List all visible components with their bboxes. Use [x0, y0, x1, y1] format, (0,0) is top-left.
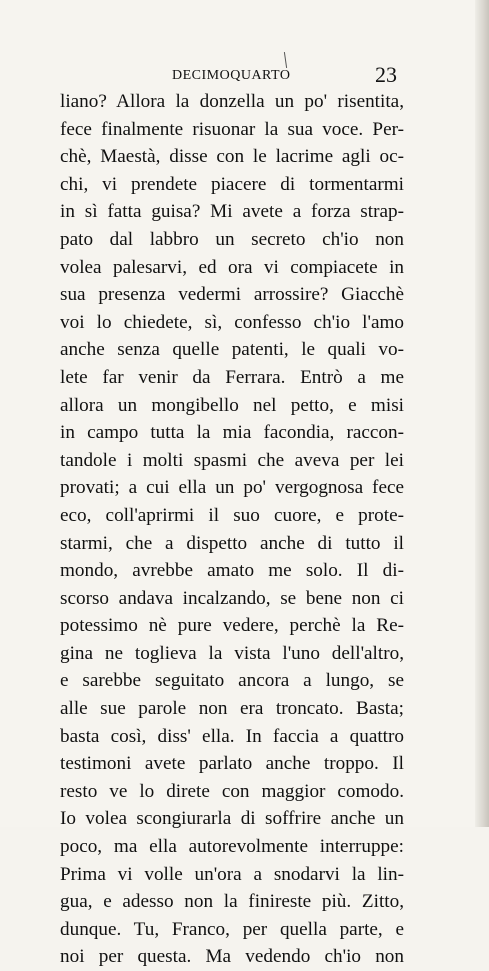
text-line: chè, Maestà, disse con le lacrime agli oc-: [60, 146, 404, 168]
body-text: [60, 88, 404, 971]
page-number: 23: [375, 62, 397, 87]
text-line: resto ve lo direte con maggior comodo.: [60, 780, 404, 802]
text-line: dunque. Tu, Franco, per quella parte, e: [60, 918, 404, 940]
text-line: noi per questa. Ma vedendo ch'io non: [60, 946, 404, 968]
text-line: tandole i molti spasmi che aveva per lei: [60, 449, 404, 471]
text-line: sua presenza vedermi arrossire? Giacchè: [60, 284, 404, 306]
text-line: scorso andava incalzando, se bene non ci: [60, 587, 404, 609]
text-line: pato dal labbro un secreto ch'io non: [60, 228, 404, 250]
text-line: anche senza quelle patenti, le quali vo-: [60, 339, 404, 361]
text-line: provati; a cui ella un po' vergognosa fece: [60, 477, 404, 499]
page-edge: [475, 0, 489, 827]
text-line: in campo tutta la mia facondia, raccon-: [60, 422, 404, 444]
running-head: DECIMOQUARTO: [172, 68, 291, 83]
text-line: alle sue parole non era troncato. Basta;: [60, 698, 404, 720]
page-header: [0, 62, 489, 88]
text-line: basta così, diss' ella. In faccia a quattro: [60, 725, 404, 747]
text-line: eco, coll'aprirmi il suo cuore, e prote-: [60, 504, 404, 526]
text-line: fece finalmente risuonar la sua voce. Per-: [60, 118, 404, 140]
text-line: liano? Allora la donzella un po' risentita,: [60, 91, 404, 112]
text-line: chi, vi prendete piacere di tormentarmi: [60, 173, 404, 195]
text-line: gua, e adesso non la finireste più. Zitto,: [60, 891, 404, 913]
text-line: testimoni avete parlato anche troppo. Il: [60, 753, 404, 775]
text-line: allora un mongibello nel petto, e misi: [60, 394, 404, 416]
text-line: volea palesarvi, ed ora vi compiacete in: [60, 256, 404, 278]
text-line: starmi, che a dispetto anche di tutto il: [60, 532, 404, 554]
text-line: lete far venir da Ferrara. Entrò a me: [60, 366, 404, 388]
text-line: poco, ma ella autorevolmente interruppe:: [60, 836, 404, 858]
text-line: mondo, avrebbe amato me solo. Il di-: [60, 560, 404, 582]
text-line: Prima vi volle un'ora a snodarvi la lin-: [60, 863, 404, 885]
text-line: e sarebbe seguitato ancora a lungo, se: [60, 670, 404, 692]
text-line: voi lo chiedete, sì, confesso ch'io l'amo: [60, 311, 404, 333]
text-line: Io volea scongiurarla di soffrire anche un: [60, 808, 404, 830]
text-line: potessimo nè pure vedere, perchè la Re-: [60, 615, 404, 637]
text-line: in sì fatta guisa? Mi avete a forza strap-: [60, 201, 404, 223]
text-line: gina ne toglieva la vista l'uno dell'altro,: [60, 642, 404, 664]
